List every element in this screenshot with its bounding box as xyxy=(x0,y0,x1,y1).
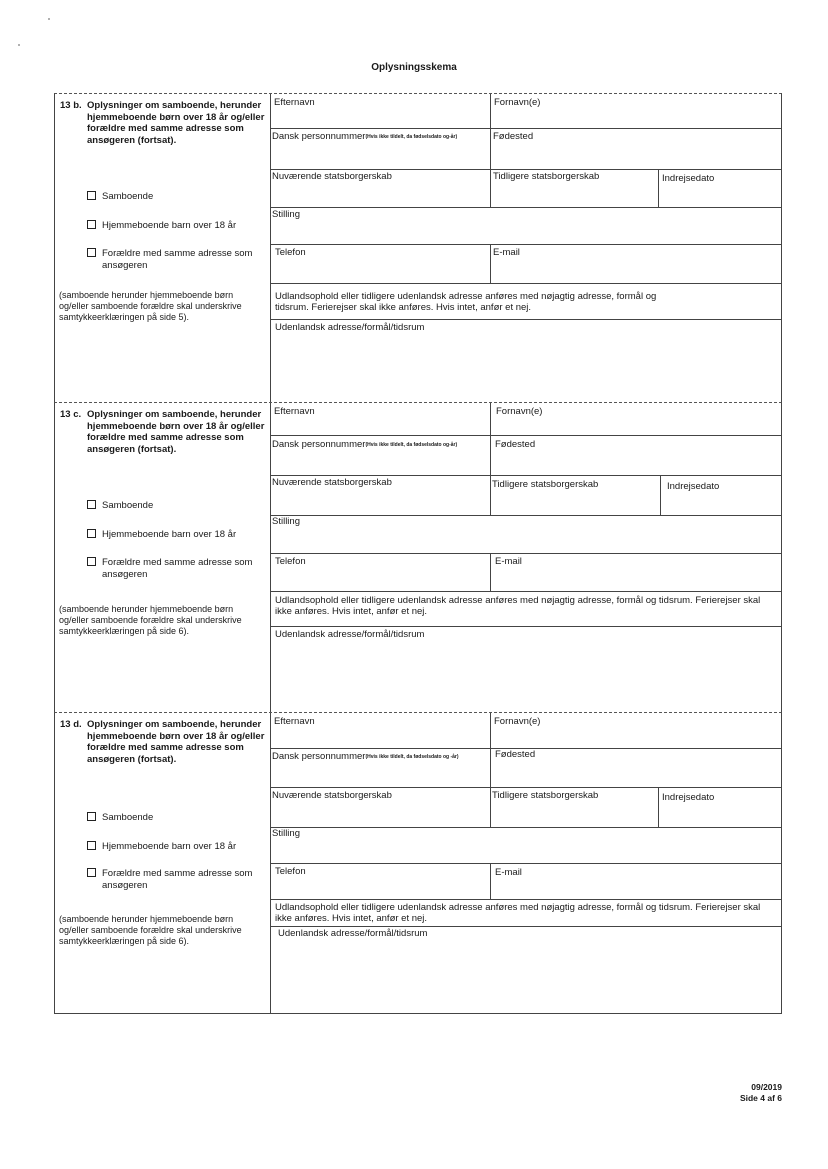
section-number: 13 d. xyxy=(60,719,82,730)
udland-instructions: Udlandsophold eller tidligere udenlandsk adresse anføres med nøjagtig adresse, formål og tidsrum. Ferierejser skal ikke anføres. Hvis intet, anfør et nej. xyxy=(275,902,761,924)
checkbox-label: Hjemmeboende barn over 18 år xyxy=(102,529,237,540)
section-13c-fields xyxy=(271,403,781,712)
section-13c-info xyxy=(55,403,271,712)
section-heading xyxy=(60,719,265,765)
checkbox-hjemmeboende-barn[interactable] xyxy=(87,841,267,853)
page-number: Side 4 af 6 xyxy=(739,1093,782,1103)
field-personnummer[interactable] xyxy=(272,439,457,451)
field-indrejsedato[interactable]: Indrejsedato xyxy=(662,173,715,184)
field-personnummer[interactable] xyxy=(272,131,457,143)
field-email[interactable]: E-mail xyxy=(495,556,522,567)
field-efternavn[interactable]: Efternavn xyxy=(274,97,315,108)
section-heading-text: Oplysninger om samboende, herunder hjemmeboende børn over 18 år og/eller forældre med samme adresse som ansøgeren (fortsat). xyxy=(87,409,265,455)
section-13b-fields xyxy=(271,94,781,402)
section-number: 13 b. xyxy=(60,100,82,111)
field-stilling[interactable]: Stilling xyxy=(272,516,300,527)
field-stilling[interactable]: Stilling xyxy=(272,828,300,839)
checkbox-box[interactable] xyxy=(87,557,96,566)
section-13d-info xyxy=(55,713,271,1013)
section-13b xyxy=(54,93,782,402)
field-udenlandsk-adresse[interactable]: Udenlandsk adresse/formål/tidsrum xyxy=(275,322,425,333)
field-tidligere-statsborgerskab[interactable]: Tidligere statsborgerskab xyxy=(493,171,600,182)
checkbox-label: Forældre med samme adresse som ansøgeren xyxy=(102,248,253,271)
checkbox-foraeldre[interactable] xyxy=(87,868,267,891)
field-personnummer-label: Dansk personnummer xyxy=(272,751,366,762)
field-fornavn[interactable]: Fornavn(e) xyxy=(496,406,543,417)
checkbox-label: Forældre med samme adresse som ansøgeren xyxy=(102,557,253,580)
section-13d xyxy=(54,712,782,1014)
field-udenlandsk-adresse[interactable]: Udenlandsk adresse/formål/tidsrum xyxy=(278,928,428,939)
section-heading-text: Oplysninger om samboende, herunder hjemmeboende børn over 18 år og/eller forældre med samme adresse som ansøgeren (fortsat). xyxy=(87,719,265,765)
consent-note: (samboende herunder hjemmeboende børn og/eller samboende forældre skal underskrive samtykkeerklæringen på side 6). xyxy=(59,914,242,946)
field-telefon[interactable]: Telefon xyxy=(275,866,306,877)
field-foedested[interactable]: Fødested xyxy=(495,749,536,760)
checkbox-foraeldre[interactable] xyxy=(87,248,267,271)
checkbox-samboende[interactable] xyxy=(87,500,267,512)
field-indrejsedato[interactable]: Indrejsedato xyxy=(667,481,720,492)
field-email[interactable]: E-mail xyxy=(495,867,522,878)
field-nuvaerende-statsborgerskab[interactable]: Nuværende statsborgerskab xyxy=(272,477,392,488)
field-foedested[interactable]: Fødested xyxy=(495,439,536,450)
checkbox-label: Samboende xyxy=(102,812,154,823)
field-tidligere-statsborgerskab[interactable]: Tidligere statsborgerskab xyxy=(492,479,599,490)
field-tidligere-statsborgerskab[interactable]: Tidligere statsborgerskab xyxy=(492,790,599,801)
field-fornavn[interactable]: Fornavn(e) xyxy=(494,97,541,108)
field-fornavn[interactable]: Fornavn(e) xyxy=(494,716,541,727)
field-nuvaerende-statsborgerskab[interactable]: Nuværende statsborgerskab xyxy=(272,790,392,801)
udland-instructions: Udlandsophold eller tidligere udenlandsk adresse anføres med nøjagtig adresse, formål og tidsrum. Ferierejser skal ikke anføres. Hvis intet, anfør et nej. xyxy=(275,595,761,617)
checkbox-hjemmeboende-barn[interactable] xyxy=(87,220,267,232)
checkbox-foraeldre[interactable] xyxy=(87,557,267,580)
checkbox-samboende[interactable] xyxy=(87,812,267,824)
field-personnummer-note: (Hvis ikke tildelt, da fødselsdato og-år) xyxy=(365,134,458,140)
section-13b-info xyxy=(55,94,271,402)
consent-note: (samboende herunder hjemmeboende børn og/eller samboende forældre skal underskrive samtykkeerklæringen på side 6). xyxy=(59,604,242,636)
checkbox-box[interactable] xyxy=(87,841,96,850)
field-personnummer-label: Dansk personnummer xyxy=(272,131,366,142)
checkbox-label: Samboende xyxy=(102,500,154,511)
page-footer xyxy=(740,1082,782,1104)
checkbox-label: Hjemmeboende barn over 18 år xyxy=(102,841,237,852)
field-efternavn[interactable]: Efternavn xyxy=(274,406,315,417)
checkbox-box[interactable] xyxy=(87,500,96,509)
field-personnummer[interactable] xyxy=(272,751,459,763)
scan-speck xyxy=(18,44,20,46)
section-heading xyxy=(60,409,265,455)
field-efternavn[interactable]: Efternavn xyxy=(274,716,315,727)
checkbox-samboende[interactable] xyxy=(87,191,267,203)
field-telefon[interactable]: Telefon xyxy=(275,556,306,567)
checkbox-label: Samboende xyxy=(102,191,154,202)
section-13c xyxy=(54,402,782,712)
checkbox-hjemmeboende-barn[interactable] xyxy=(87,529,267,541)
section-heading-text: Oplysninger om samboende, herunder hjemmeboende børn over 18 år og/eller forældre med samme adresse som ansøgeren (fortsat). xyxy=(87,100,265,146)
checkbox-box[interactable] xyxy=(87,191,96,200)
checkbox-box[interactable] xyxy=(87,220,96,229)
checkbox-label: Hjemmeboende barn over 18 år xyxy=(102,220,237,231)
field-personnummer-note: (Hvis ikke tildelt, da fødselsdato og-år) xyxy=(365,442,458,448)
field-telefon[interactable]: Telefon xyxy=(275,247,306,258)
consent-note: (samboende herunder hjemmeboende børn og/eller samboende forældre skal underskrive samtykkeerklæringen på side 5). xyxy=(59,290,242,322)
page-title: Oplysningsskema xyxy=(371,62,457,73)
checkbox-box[interactable] xyxy=(87,529,96,538)
section-heading xyxy=(60,100,265,146)
field-udenlandsk-adresse[interactable]: Udenlandsk adresse/formål/tidsrum xyxy=(275,629,425,640)
checkbox-label: Forældre med samme adresse som ansøgeren xyxy=(102,868,253,891)
field-email[interactable]: E-mail xyxy=(493,247,520,258)
field-indrejsedato[interactable]: Indrejsedato xyxy=(662,792,715,803)
checkbox-box[interactable] xyxy=(87,812,96,821)
field-foedested[interactable]: Fødested xyxy=(493,131,534,142)
checkbox-box[interactable] xyxy=(87,248,96,257)
field-personnummer-label: Dansk personnummer xyxy=(272,439,366,450)
section-number: 13 c. xyxy=(60,409,82,420)
field-personnummer-note: (Hvis ikke tildelt, da fødselsdato og -år) xyxy=(365,754,459,760)
checkbox-box[interactable] xyxy=(87,868,96,877)
section-13d-fields xyxy=(271,713,781,1013)
form-version-date: 09/2019 xyxy=(751,1082,782,1092)
field-nuvaerende-statsborgerskab[interactable]: Nuværende statsborgerskab xyxy=(272,171,392,182)
field-stilling[interactable]: Stilling xyxy=(272,209,300,220)
udland-instructions: Udlandsophold eller tidligere udenlandsk adresse anføres med nøjagtig adresse, formål og tidsrum. Ferierejser skal ikke anføres. Hvis intet, anfør et nej. xyxy=(275,291,657,313)
scan-speck xyxy=(48,18,50,20)
